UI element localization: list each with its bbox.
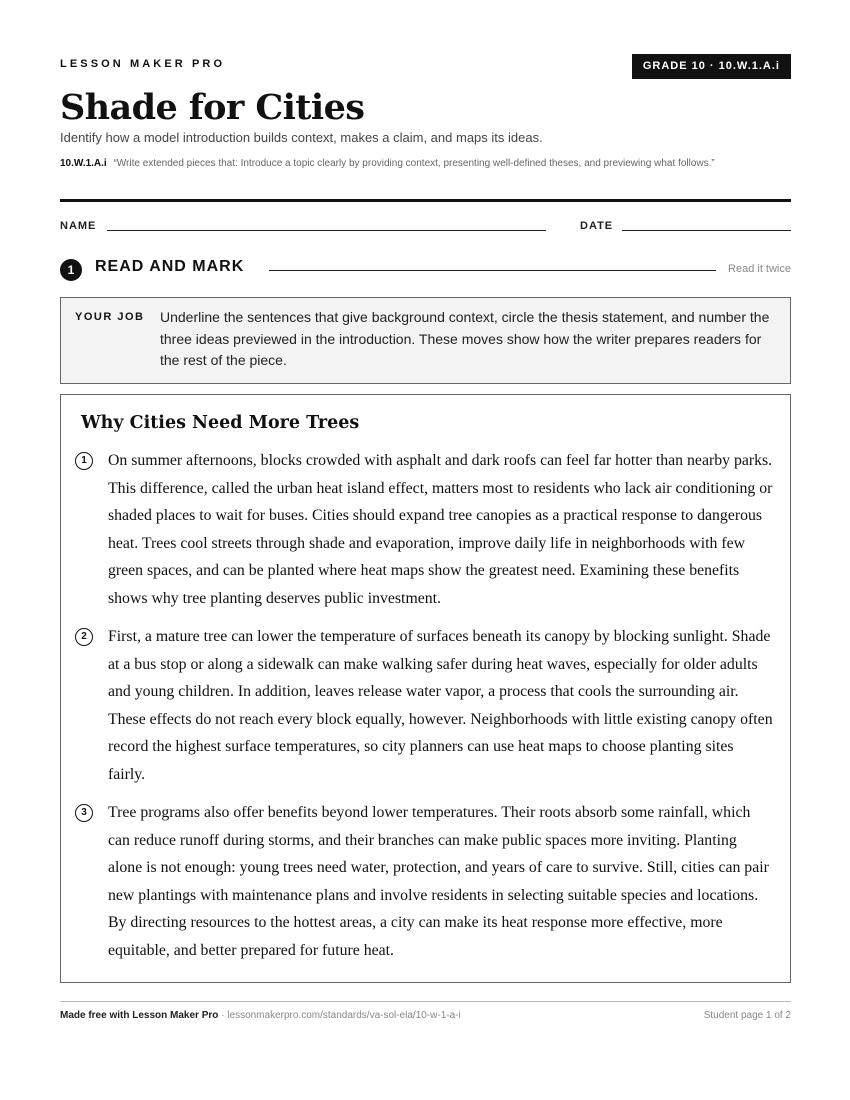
passage-title: Why Cities Need More Trees <box>81 413 360 433</box>
instructions-label: YOUR JOB <box>75 311 145 323</box>
worksheet-page <box>60 0 791 1100</box>
reading-passage <box>60 394 791 983</box>
section-divider <box>269 270 716 271</box>
standard-code: 10.W.1.A.i <box>60 158 107 169</box>
footer-url[interactable]: · lessonmakerpro.com/standards/va-sol-ela/10-w-1-a-i <box>221 1010 461 1021</box>
name-field[interactable] <box>107 230 546 231</box>
section-number-badge: 1 <box>60 259 82 281</box>
section-note: Read it twice <box>728 263 791 275</box>
section-title: READ AND MARK <box>95 258 245 275</box>
footer-made-with: Made free with Lesson Maker Pro <box>60 1010 219 1021</box>
paragraph-number-2: 2 <box>75 628 93 646</box>
paragraph-number-3: 3 <box>75 804 93 822</box>
page-subtitle: Identify how a model introduction builds context, makes a claim, and maps its ideas. <box>60 130 543 145</box>
paragraph-3: Tree programs also offer benefits beyond lower temperatures. Their roots absorb some rainfall, which can reduce runoff during storms, and their branches can make public spaces more inviting. Planting alone is not enough: young trees need water, protection, and years of care to survive. Still, cities can pair new plantings with maintenance plans and involve residents in selecting suitable species and locations. By directing resources to the hottest areas, a city can make its heat response more effective, more equitable, and better prepared for future heat. <box>108 804 769 959</box>
brand-name: LESSON MAKER PRO <box>60 58 226 70</box>
paragraph-2: First, a mature tree can lower the temperature of surfaces beneath its canopy by blocking sunlight. Shade at a bus stop or along a sidewalk can make walking safer during heat waves, especially for older adults and young children. In addition, leaves release water vapor, a process that cools the surrounding air. These effects do not reach every block equally, however. Neighborhoods with little existing canopy often record the highest surface temperatures, so city planners can use heat maps to choose planting sites fairly. <box>108 628 773 783</box>
date-label: DATE <box>580 220 614 232</box>
date-field[interactable] <box>622 230 791 231</box>
footer-page-indicator: Student page 1 of 2 <box>703 1010 791 1021</box>
page-title: Shade for Cities <box>60 87 365 128</box>
header-divider <box>60 199 791 202</box>
footer-credit <box>60 1010 461 1021</box>
paragraph-1: On summer afternoons, blocks crowded with asphalt and dark roofs can feel far hotter than nearby parks. This difference, called the urban heat island effect, matters most to residents who lack air conditioning or shaded places to wait for buses. Cities should expand tree canopies as a practical response to dangerous heat. Trees cool streets through shade and evaporation, improve daily life in neighborhoods with few green spaces, and can be planted where heat maps show the greatest need. Examining these benefits shows why tree planting deserves public investment. <box>108 452 773 607</box>
standard-text: “Write extended pieces that: Introduce a topic clearly by providing context, presenting well-defined theses, and previewing what follows.” <box>113 158 715 169</box>
grade-badge: GRADE 10 · 10.W.1.A.i <box>632 54 791 79</box>
instructions-box <box>60 297 791 384</box>
footer-divider <box>60 1001 791 1002</box>
instructions-text: Underline the sentences that give background context, circle the thesis statement, and number the three ideas previewed in the introduction. These moves show how the writer prepares readers for the rest of the piece. <box>160 309 770 368</box>
standard-description <box>60 156 785 172</box>
paragraph-number-1: 1 <box>75 452 93 470</box>
name-label: NAME <box>60 220 97 232</box>
